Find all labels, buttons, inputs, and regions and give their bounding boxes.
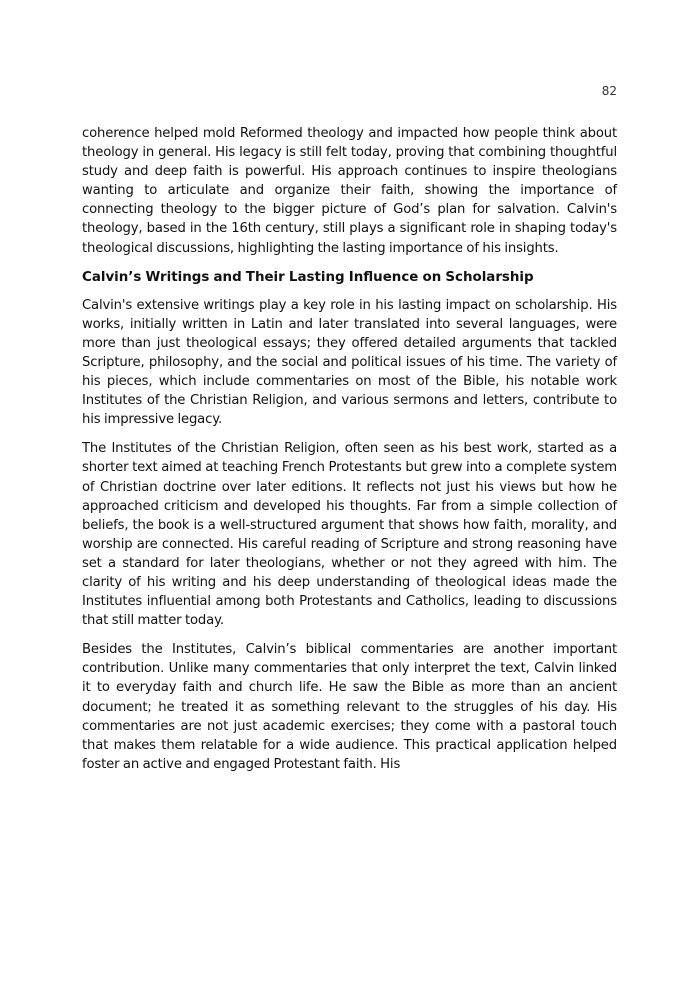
page-number: 82	[601, 84, 617, 98]
paragraph-institutes: The Institutes of the Christian Religion, often seen as his best work, started as a shorter text aimed at teaching French Protestants but grew into a complete system of Christian doctrine over later editions. It reflects not just his views but how he approached criticism and developed his thoughts. Far from a simple collection of beliefs, the book is a well-structured argument that shows how faith, morality, and worship are connected. His careful reading of Scripture and strong reasoning have set a standard for later theologians, whether or not they agreed with him. The clarity of his writing and his deep understanding of theological ideas made the Institutes influential among both Protestants and Catholics, leading to discussions that still matter today.	[82, 441, 617, 629]
paragraph-commentaries: Besides the Institutes, Calvin’s biblical commentaries are another important contribution. Unlike many commentaries that only interpret the text, Calvin linked it to everyday faith and church life. He saw the Bible as more than an ancient document; he treated it as something relevant to the struggles of his day. His commentaries are not just academic exercises; they come with a pastoral touch that makes them relatable for a wide audience. This practical application helped foster an active and engaged Protestant faith. His	[82, 642, 617, 772]
paragraph-writings: Calvin's extensive writings play a key role in his lasting impact on scholarship. His works, initially written in Latin and later translated into several languages, were more than just theological essays; they offered detailed arguments that tackled Scripture, philosophy, and the social and political issues of his time. The variety of his pieces, which include commentaries on most of the Bible, his notable work Institutes of the Christian Religion, and various sermons and letters, contribute to his impressive legacy.	[82, 297, 617, 428]
section-heading: Calvin’s Writings and Their Lasting Influence on Scholarship	[82, 269, 534, 285]
page-body	[82, 124, 617, 784]
paragraph-intro: coherence helped mold Reformed theology and impacted how people think about theology in general. His legacy is still felt today, proving that combining thoughtful study and deep faith is powerful. His approach continues to inspire theologians wanting to articulate and organize their faith, showing the importance of connecting theology to the bigger picture of God’s plan for salvation. Calvin's theology, based in the 16th century, still plays a significant role in shaping today's theological discussions, highlighting the lasting importance of his insights.	[82, 126, 617, 256]
